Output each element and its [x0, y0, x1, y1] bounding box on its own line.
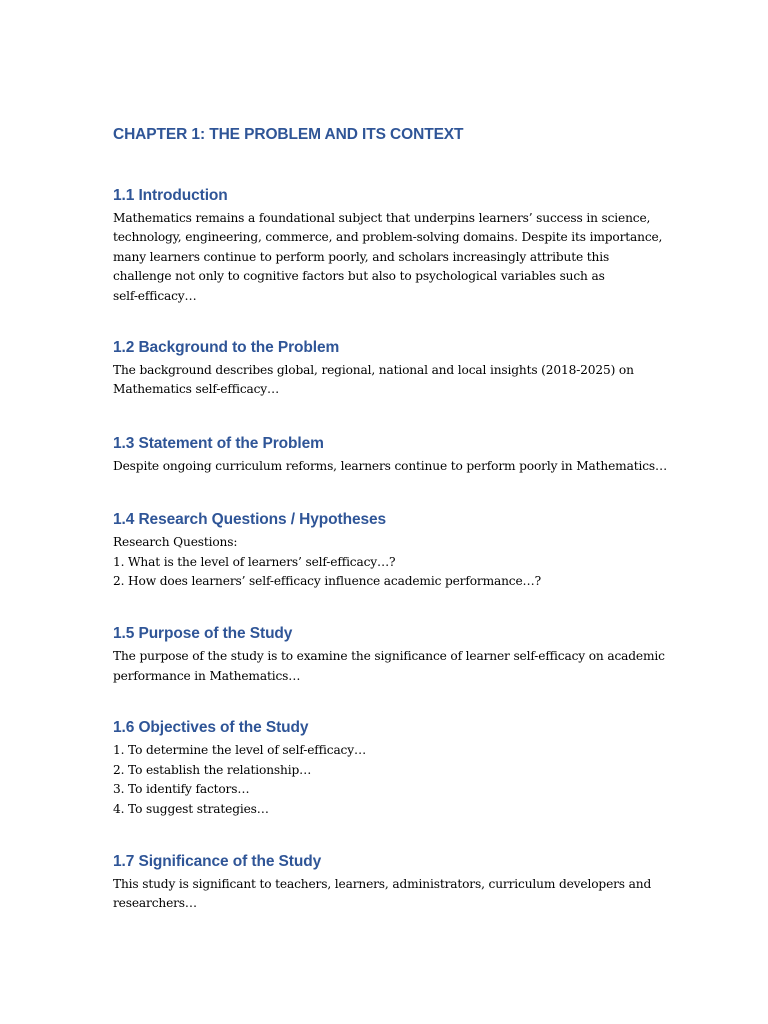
body-line: Research Questions:: [113, 535, 238, 550]
body-line: challenge not only to cognitive factors but also to psychological variables such as: [113, 269, 605, 284]
body-line: 1. To determine the level of self-efficacy…: [113, 743, 367, 758]
section-heading: 1.5 Purpose of the Study: [113, 625, 293, 643]
body-line: self-efficacy…: [113, 288, 197, 303]
body-line: 3. To identify factors…: [113, 782, 250, 797]
document-page: [113, 124, 668, 914]
section-background: [113, 337, 658, 400]
body-line: many learners continue to perform poorly, and scholars increasingly attribute this: [113, 249, 610, 264]
section-body: [113, 209, 663, 306]
section-introduction: [113, 185, 663, 306]
section-heading: 1.1 Introduction: [113, 187, 228, 204]
section-heading: 1.6 Objectives of the Study: [113, 719, 309, 737]
body-line: researchers…: [113, 896, 197, 911]
body-line: The purpose of the study is to examine the significance of learner self-efficacy on academic: [113, 649, 665, 664]
body-line: This study is significant to teachers, learners, administrators, curriculum developers and: [113, 876, 652, 891]
body-line: 2. To establish the relationship…: [113, 762, 312, 777]
section-heading: 1.7 Significance of the Study: [113, 852, 322, 870]
body-line: performance in Mathematics…: [113, 668, 301, 683]
chapter-title: CHAPTER 1: THE PROBLEM AND ITS CONTEXT: [113, 126, 464, 143]
section-body: [113, 741, 658, 819]
section-heading: 1.4 Research Questions / Hypotheses: [113, 511, 387, 529]
section-body: [113, 533, 658, 591]
section-research-questions: [113, 509, 658, 591]
body-line: 4. To suggest strategies…: [113, 801, 269, 816]
section-purpose: [113, 623, 665, 686]
body-line: Despite ongoing curriculum reforms, learners continue to perform poorly in Mathematics…: [113, 458, 668, 473]
section-body: [113, 361, 658, 400]
section-body: [113, 647, 665, 686]
section-objectives: [113, 717, 658, 819]
body-line: The background describes global, regional, national and local insights (2018-2025) on: [113, 363, 634, 378]
body-line: 2. How does learners’ self-efficacy influence academic performance…?: [113, 574, 541, 589]
section-significance: [113, 851, 658, 914]
section-heading: 1.2 Background to the Problem: [113, 339, 340, 357]
body-line: Mathematics remains a foundational subject that underpins learners’ success in science,: [113, 211, 651, 225]
body-line: 1. What is the level of learners’ self-efficacy…?: [113, 554, 396, 569]
section-body: [113, 875, 658, 914]
section-statement: [113, 433, 668, 476]
section-body: [113, 457, 668, 476]
body-line: Mathematics self-efficacy…: [113, 382, 280, 397]
section-heading: 1.3 Statement of the Problem: [113, 434, 324, 452]
body-line: technology, engineering, commerce, and problem-solving domains. Despite its importance,: [113, 230, 663, 245]
